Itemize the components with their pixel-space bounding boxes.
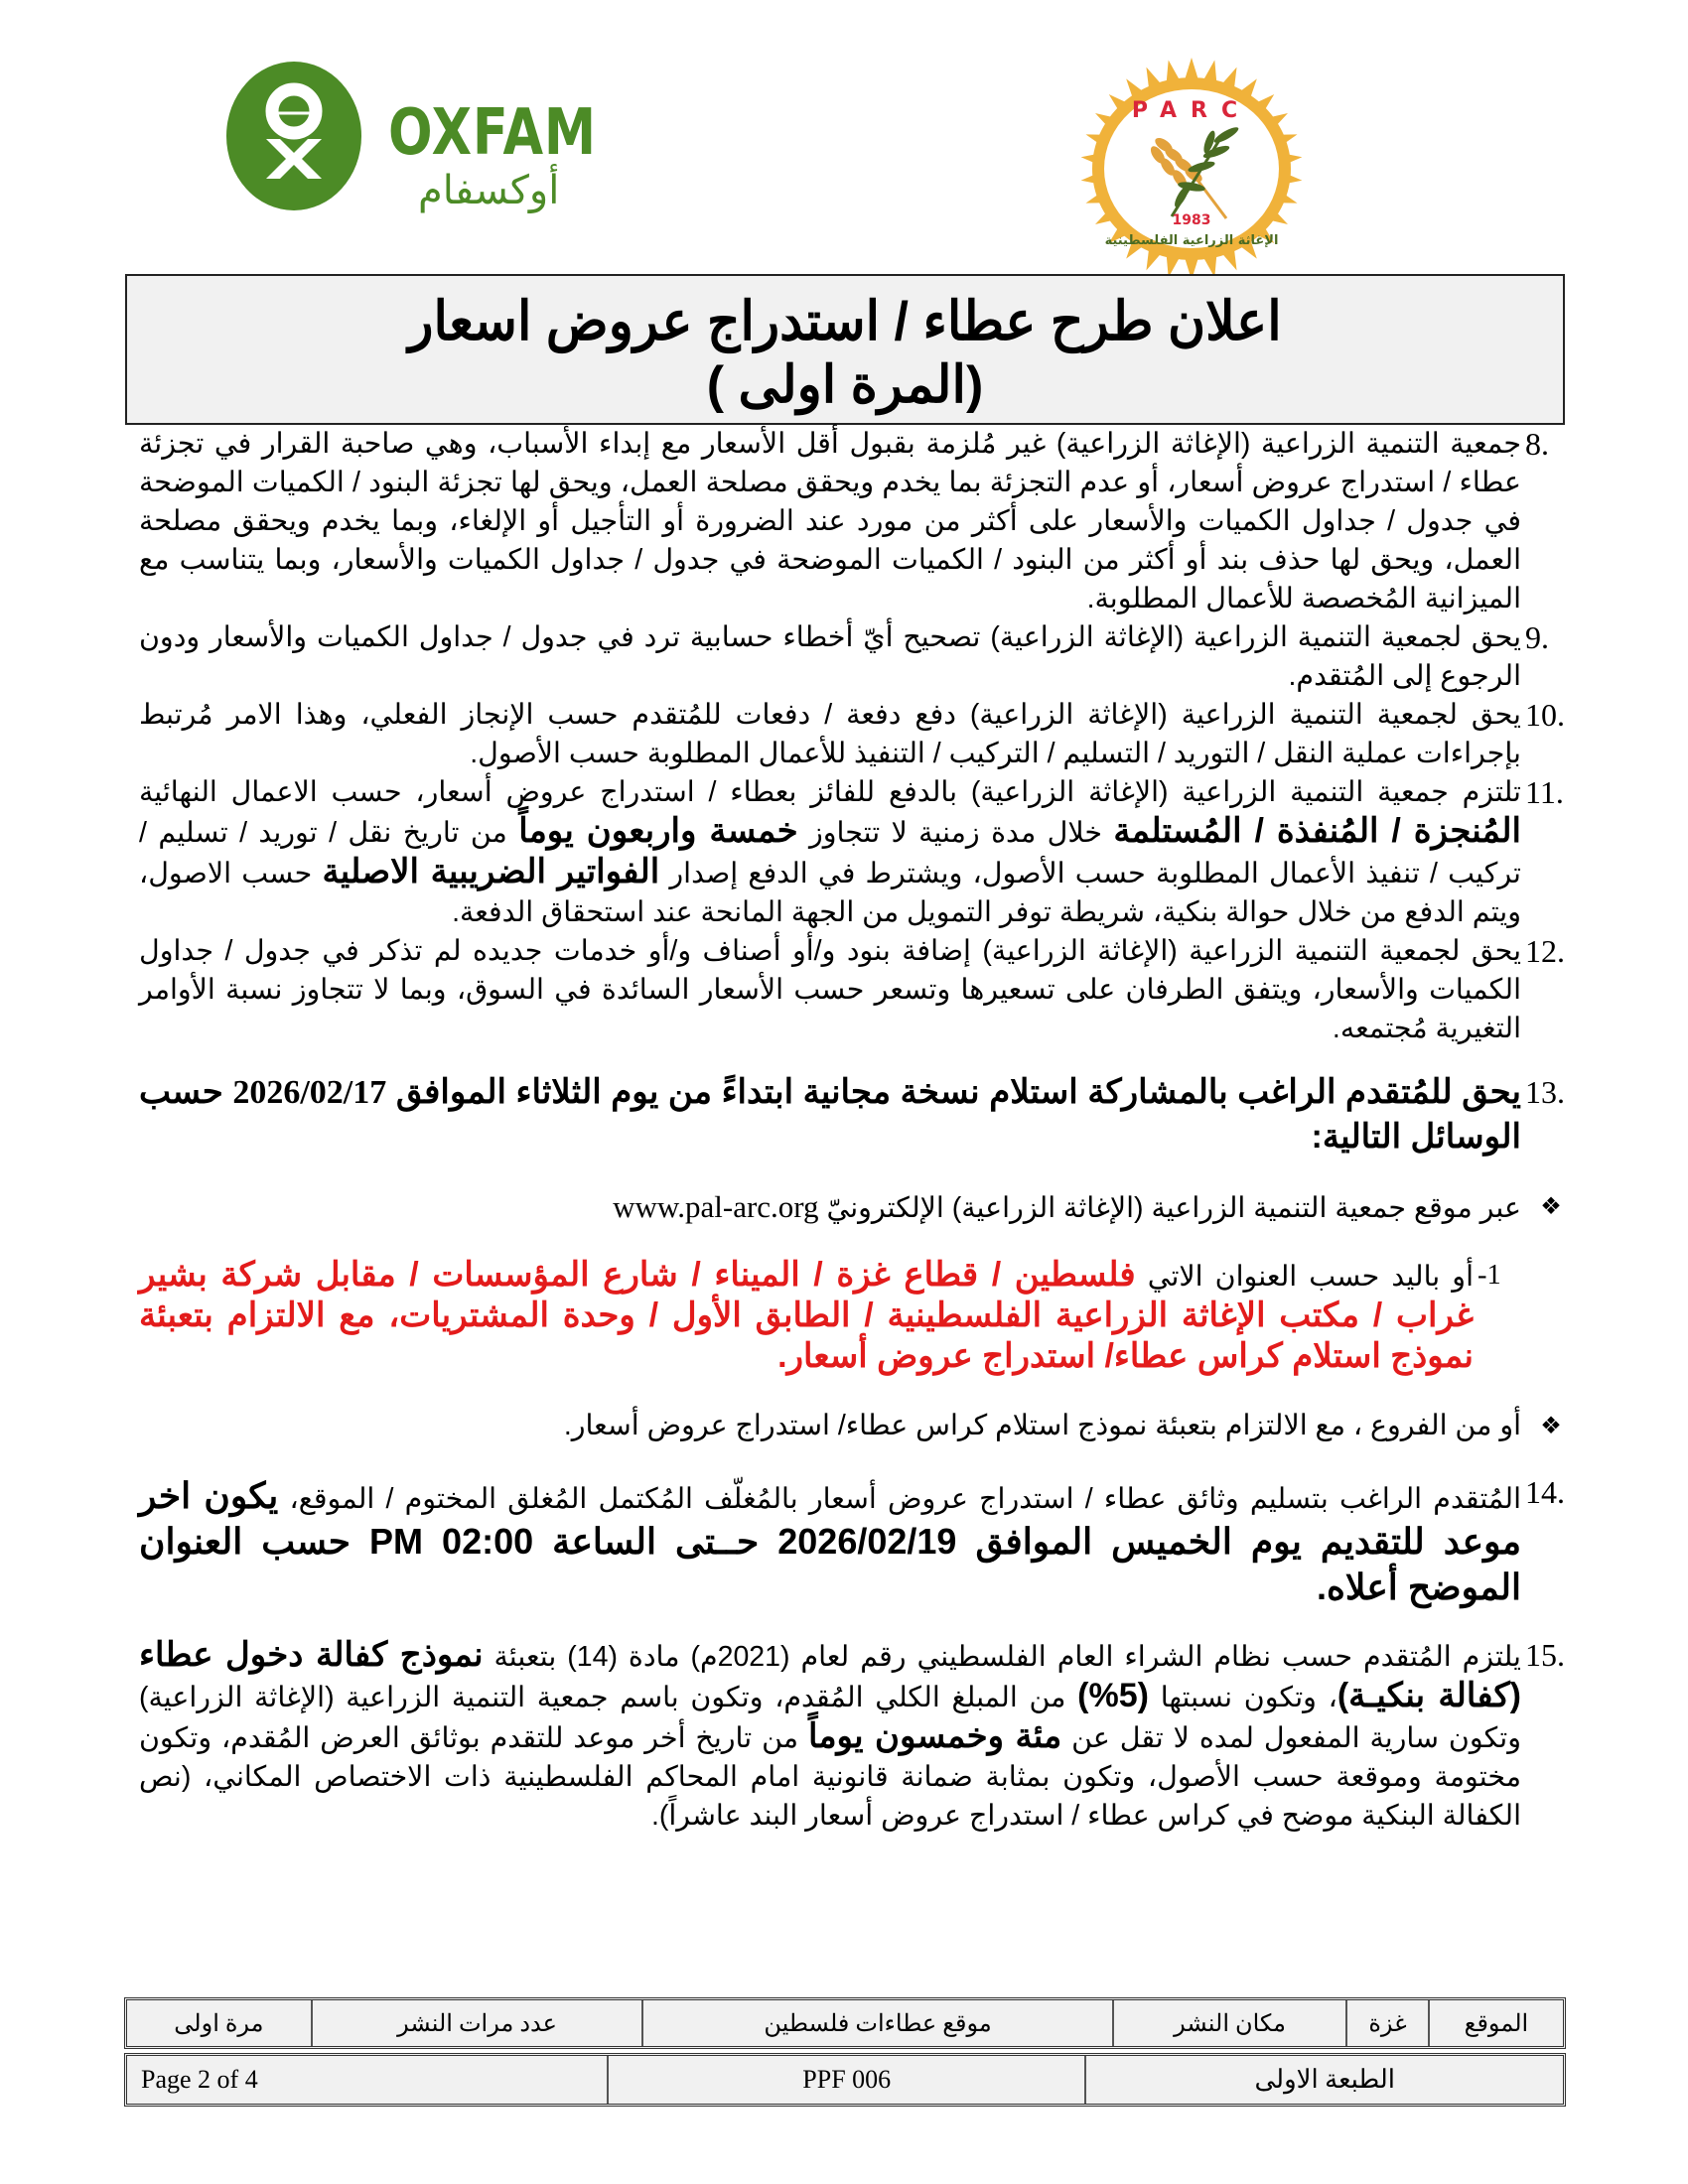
bullet-website xyxy=(139,1187,1569,1228)
sub-item-number: -1 xyxy=(1477,1260,1501,1291)
item-text: المُتقدم الراغب بتسليم وثائق عطاء / استدراج عروض أسعار بالمُغلّف المُكتمل المُغلق المختوم / الموقع، xyxy=(278,1483,1521,1515)
item-text: من تاريخ نقل / توريد / تسليم / تركيب / تنفيذ الأعمال المطلوبة حسب الأصول، ويشترط في الدفع إصدار xyxy=(139,817,1521,889)
page-number: Page 2 of 4 xyxy=(141,2065,258,2094)
svg-text:1983: 1983 xyxy=(1172,212,1211,228)
term-item-12 xyxy=(139,932,1569,1048)
item-number: 8. xyxy=(1525,426,1549,462)
item-number: 15. xyxy=(1525,1637,1565,1673)
oxfam-figure-icon xyxy=(226,62,361,210)
parc-sun-emblem-icon xyxy=(1053,58,1331,281)
item-text: حسب الوسائل التالية: xyxy=(139,1073,1521,1156)
announcement-title-box xyxy=(125,274,1565,425)
bullet-branches xyxy=(139,1407,1569,1445)
bullet-text: عبر موقع جمعية التنمية الزراعية (الإغاثة الزراعية) الإلكترونيّ xyxy=(826,1191,1521,1224)
bond-percentage: (5%) xyxy=(1077,1677,1149,1714)
publication-place-value: موقع عطاءات فلسطين xyxy=(641,2000,1112,2046)
payment-period-emphasis: خمسة واربعون يوماً xyxy=(518,812,798,850)
website-link[interactable]: www.pal-arc.org xyxy=(613,1188,819,1224)
item-text: تلتزم جمعية التنمية الزراعية (الإغاثة الزراعية) بالدفع للفائز بعطاء / استدراج عروض أسعار، حسب الاعمال النهائية xyxy=(139,776,1521,808)
publication-count-label: عدد مرات النشر xyxy=(311,2000,641,2046)
item-text: يحق لجمعية التنمية الزراعية (الإغاثة الزراعية) دفع دفعة / دفعات للمُتقدم حسب الإنجاز الفعلي، وهذا الامر مُرتبط بإجراءات عملية النقل / التوريد / التسليم / التركيب / التنفيذ للأعمال المطلوبة حسب الأصول. xyxy=(139,699,1521,769)
term-item-15 xyxy=(139,1636,1569,1836)
item-text: ، وتكون نسبتها xyxy=(1148,1682,1337,1713)
term-item-9 xyxy=(139,618,1569,696)
submission-deadline: يكون اخر موعد للتقديم يوم الخميس الموافق 2026/02/19 حــتى الساعة 02:00 PM حسب العنوان الموضح أعلاه. xyxy=(139,1475,1521,1607)
item-number: 10. xyxy=(1525,697,1565,733)
sub-item-lead: أو باليد حسب العنوان الاتي xyxy=(1135,1261,1474,1293)
term-item-14 xyxy=(139,1473,1569,1610)
terms-list xyxy=(139,425,1569,1836)
oxfam-arabic-name: أوكسفام xyxy=(418,168,560,213)
diamond-bullet-icon: ❖ xyxy=(1540,1412,1562,1439)
item-text: يحق لجمعية التنمية الزراعية (الإغاثة الزراعية) تصحيح أيّ أخطاء حسابية ترد في جدول / جداول الكميات والأسعار ودون الرجوع إلى المُتقدم. xyxy=(139,621,1521,692)
item-text: حسب الاصول، ويتم الدفع من خلال حوالة بنكية، شريطة توفر التمويل من الجهة المانحة عند استحقاق الدفعة. xyxy=(139,858,1521,928)
item-number: 13. xyxy=(1525,1074,1565,1110)
start-date: 2026/02/17 xyxy=(232,1074,387,1111)
publication-info-table xyxy=(124,1997,1566,2049)
document-info-table xyxy=(124,2053,1566,2107)
item-text: يلتزم المُتقدم حسب نظام الشراء العام الفلسطيني رقم لعام (2021م) مادة (14) بتعبئة xyxy=(483,1641,1521,1673)
announcement-title: اعلان طرح عطاء / استدراج عروض اسعار xyxy=(408,291,1282,352)
bid-bond-emphasis: نموذج كفالة دخول عطاء (كفالة بنكيـة) xyxy=(139,1636,1521,1714)
item-number: 11. xyxy=(1525,774,1564,810)
announcement-subtitle: (المرة اولى ) xyxy=(706,356,984,414)
item-number: 12. xyxy=(1525,933,1565,969)
item-number: 14. xyxy=(1525,1474,1565,1510)
oxfam-logo xyxy=(226,62,604,213)
term-item-10 xyxy=(139,696,1569,773)
item-text: يحق للمُتقدم الراغب بالمشاركة استلام نسخة مجانية ابتداءً من يوم الثلاثاء الموافق xyxy=(395,1073,1522,1111)
publication-count-value: مرة اولى xyxy=(174,2010,264,2037)
location-value: غزة xyxy=(1345,2000,1428,2046)
oxfam-wordmark: OXFAM xyxy=(388,96,597,170)
bond-validity-period: مئة وخمسون يوماً xyxy=(807,1717,1062,1755)
svg-text:الإغاثة الزراعية الفلسطينية: الإغاثة الزراعية الفلسطينية xyxy=(1104,233,1279,248)
svg-text:PARC: PARC xyxy=(1131,98,1252,123)
item-text: يحق لجمعية التنمية الزراعية (الإغاثة الزراعية) إضافة بنود و/أو أصناف و/أو خدمات جديده لم تذكر في جدول / جداول الكميات والأسعار، ويتفق الطرفان على تسعيرها وتسعر حسب الأسعار السائدة في السوق، وبما لا تتجاوز نسبة الأوامر التغيرية مُجتمعه. xyxy=(139,935,1521,1044)
item-text: جمعية التنمية الزراعية (الإغاثة الزراعية) غير مُلزمة بقبول أقل الأسعار مع إبداء الأسباب، وهي صاحبة القرار في تجزئة عطاء / استدراج عروض أسعار، أو عدم التجزئة بما يخدم ويحقق مصلحة العمل، ويحق لها تجزئة البنود / الكميات الموضحة في جدول / جداول الكميات والأسعار على أكثر من مورد عند الضرورة أو التأجيل أو الإلغاء، وبما يخدم ويحقق مصلحة العمل، ويحق لها حذف بند أو أكثر من البنود / الكميات الموضحة في جدول / جداول الكميات والأسعار، وبما يتناسب مع الميزانية المُخصصة للأعمال المطلوبة. xyxy=(139,428,1521,614)
parc-logo xyxy=(1053,58,1331,281)
diamond-bullet-icon: ❖ xyxy=(1540,1192,1562,1220)
item-text: خلال مدة زمنية لا تتجاوز xyxy=(797,817,1114,849)
term-item-11 xyxy=(139,773,1569,932)
publication-place-label: مكان النشر xyxy=(1112,2000,1345,2046)
item-number: 9. xyxy=(1525,619,1549,655)
edition-label: الطبعة الاولى xyxy=(1084,2056,1563,2104)
item-text: من تاريخ أخر موعد للتقدم بوثائق العرض المُقدم، وتكون مختومة وموقعة حسب الأصول، وتكون بمثابة ضمانة قانونية امام المحاكم الفلسطينية ذات الاختصاص المكاني، (نص الكفالة البنكية موضح في كراس عطاء / استدراج عروض أسعار البند عاشراً). xyxy=(139,1722,1521,1832)
bullet-text: أو من الفروع ، مع الالتزام بتعبئة نموذج استلام كراس عطاء/ استدراج عروض أسعار. xyxy=(563,1409,1521,1441)
term-item-8 xyxy=(139,425,1569,618)
delivery-address: فلسطين / قطاع غزة / الميناء / شارع المؤسسات / مقابل شركة بشير غراب / مكتب الإغاثة الزراعية الفلسطينية / الطابق الأول / وحدة المشتريات، مع الالتزام بتعبئة نموذج استلام كراس عطاء/ استدراج عروض أسعار. xyxy=(139,1256,1474,1375)
form-code: PPF 006 xyxy=(607,2056,1085,2104)
item-text: من المبلغ الكلي المُقدم، وتكون باسم جمعية التنمية الزراعية (الإغاثة الزراعية) وتكون سارية المفعول لمده لا تقل عن xyxy=(139,1682,1522,1754)
location-label: الموقع xyxy=(1428,2000,1563,2046)
item-emphasis: المُنجزة / المُنفذة / المُستلمة xyxy=(1113,812,1521,850)
tax-invoices-emphasis: الفواتير الضريبية الاصلية xyxy=(322,853,660,890)
term-item-13 xyxy=(139,1070,1569,1159)
sub-item-by-hand xyxy=(139,1256,1569,1378)
